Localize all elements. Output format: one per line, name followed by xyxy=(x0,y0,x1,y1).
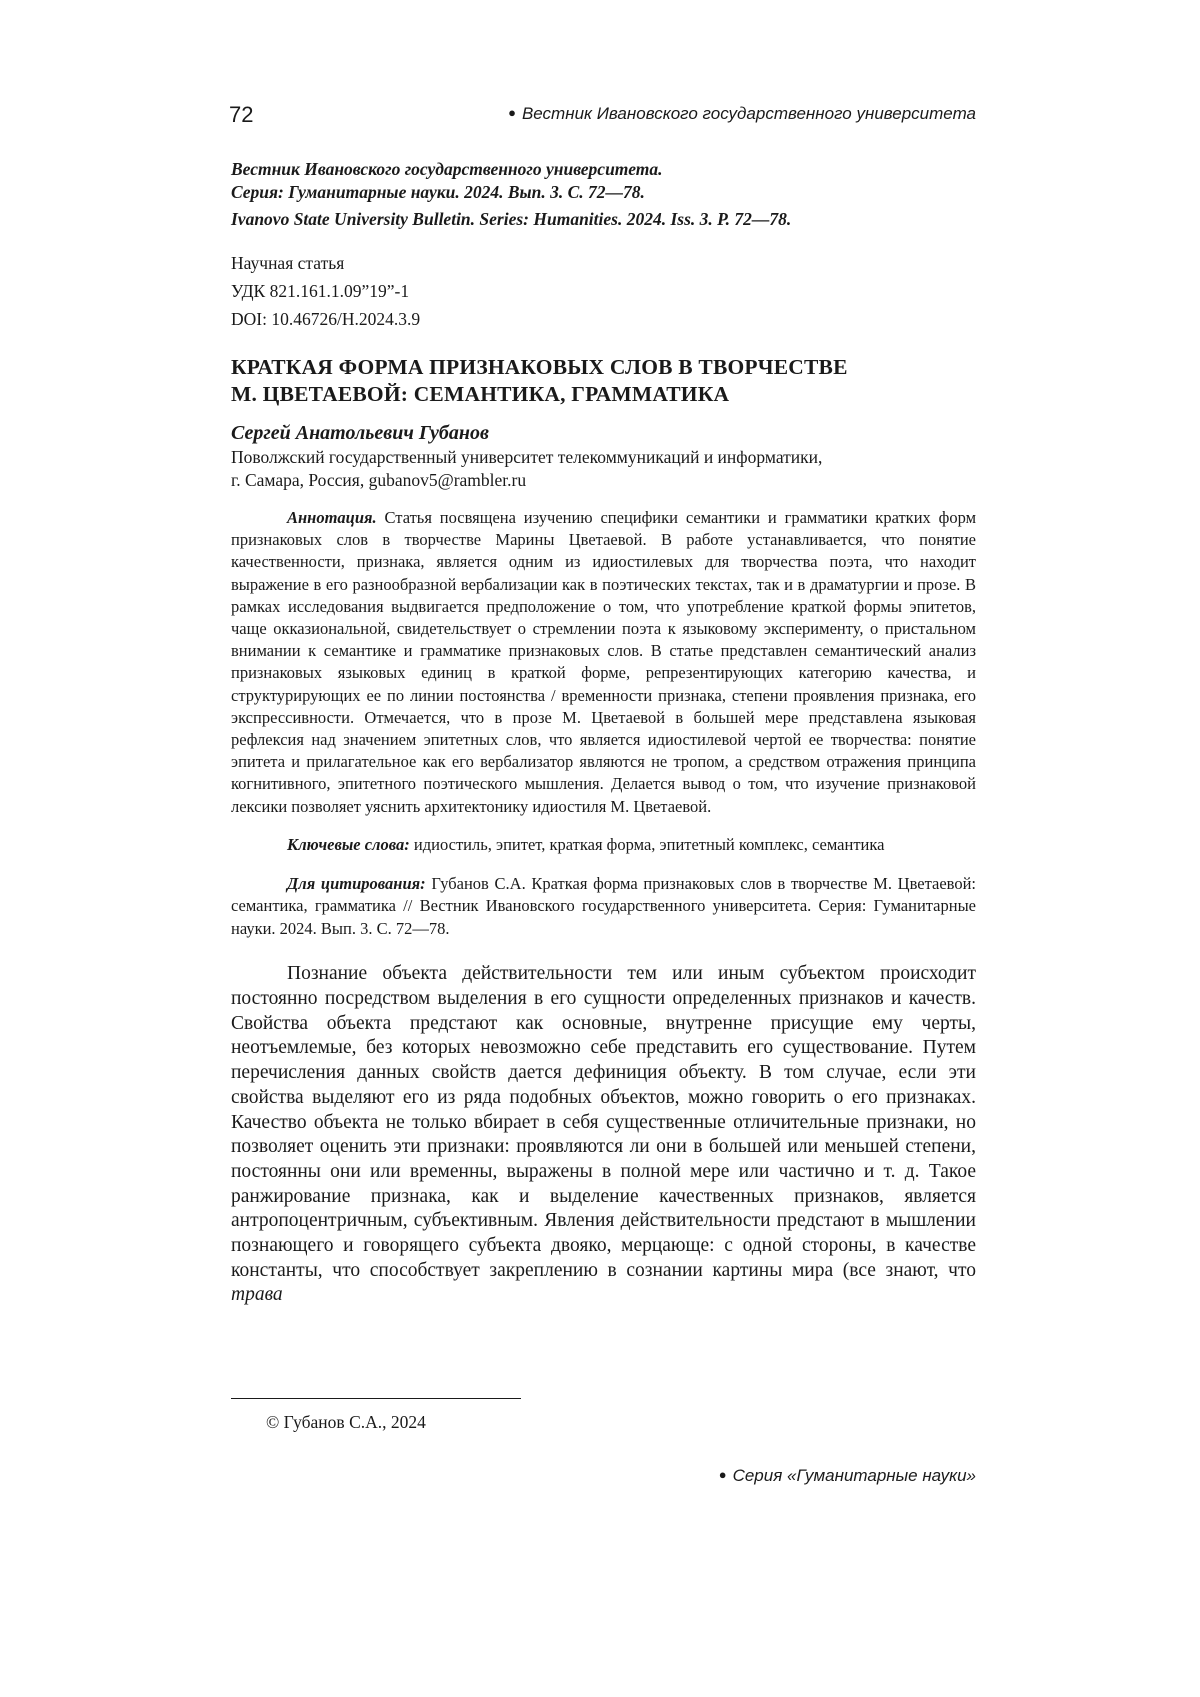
udc-code: УДК 821.161.1.09”19”-1 xyxy=(231,277,976,305)
page-header xyxy=(229,100,976,134)
body-paragraph xyxy=(231,962,976,1308)
abstract-label: Аннотация. xyxy=(287,508,377,527)
author-name: Сергей Анатольевич Губанов xyxy=(231,420,976,446)
footnote-divider xyxy=(231,1398,521,1399)
doi: DOI: 10.46726/H.2024.3.9 xyxy=(231,305,976,333)
bullet-icon: ● xyxy=(508,105,516,120)
bib-line-2: Серия: Гуманитарные науки. 2024. Вып. 3. С. 72—78. xyxy=(231,182,645,202)
page-number: 72 xyxy=(229,102,253,128)
bibliographic-reference-en: Ivanovo State University Bulletin. Series: Humanities. 2024. Iss. 3. P. 72—78. xyxy=(231,208,976,231)
bibliographic-reference-ru xyxy=(231,158,976,204)
abstract-text: Статья посвящена изучению специфики семантики и грамматики кратких форм признаковых слов в творчестве Марины Цветаевой. В работе устанавливается, что понятие качественности, признака, является одним из идиостилевых для творчества поэта, что находит выражение в его разнообразной вербализации как в поэтических текстах, так и в драматургии и прозе. В рамках исследования выдвигается предположение о том, что употребление краткой формы эпитетов, чаще окказиональной, свидетельствует о стремлении поэта к языковому эксперименту, о пристальном внимании к семантике и грамматике признаковых слов. В статье представлен семантический анализ признаковых языковых единиц в краткой форме, репрезентирующих категорию качества, и структурирующих ее по линии постоянства / временности признака, степени проявления признака, его экспрессивности. Отмечается, что в прозе М. Цветаевой в большей мере представлена языковая рефлексия над значением эпитетных слов, что является идиостилевой чертой ее творчества: понятие эпитета и прилагательное как его вербализатор являются не тропом, а средством отражения принципа когнитивного, эпитетного поэтического мышления. Делается вывод о том, что изучение признаковой лексики позволяет уяснить архитектонику идиостиля М. Цветаевой. xyxy=(231,508,976,816)
keywords xyxy=(231,834,976,856)
citation-label: Для цитирования: xyxy=(287,874,426,893)
page-footer xyxy=(719,1466,976,1486)
citation xyxy=(231,873,976,941)
affiliation-line-1: Поволжский государственный университет телекоммуникаций и информатики, xyxy=(231,447,822,467)
body-italic-word: трава xyxy=(231,1284,283,1305)
footer-series-text: Серия «Гуманитарные науки» xyxy=(733,1466,976,1485)
bib-line-1: Вестник Ивановского государственного университета. xyxy=(231,159,662,179)
citation-text: Губанов С.А. Краткая форма признаковых слов в творчестве М. Цветаевой: семантика, грамматика // Вестник Ивановского государственного университета. Серия: Гуманитарные науки. 2024. Вып. 3. С. 72—78. xyxy=(231,874,976,938)
title-line-2: М. ЦВЕТАЕВОЙ: СЕМАНТИКА, ГРАММАТИКА xyxy=(231,382,729,406)
abstract xyxy=(231,507,976,818)
running-title-text: Вестник Ивановского государственного университета xyxy=(522,104,976,123)
copyright-note: © Губанов С.А., 2024 xyxy=(266,1412,426,1433)
article-meta xyxy=(231,249,976,333)
affiliation-line-2: г. Самара, Россия, gubanov5@rambler.ru xyxy=(231,470,526,490)
article-type: Научная статья xyxy=(231,249,976,277)
running-title xyxy=(508,104,976,124)
author-affiliation xyxy=(231,446,976,492)
article-content xyxy=(231,158,976,1328)
bullet-icon: ● xyxy=(719,1467,727,1482)
body-paragraph-text: Познание объекта действительности тем или иным субъектом происходит постоянно посредством выделения в его сущности определенных признаков и качеств. Свойства объекта предстают как основные, внутренне присущие ему черты, неотъемлемые, без которых невозможно себе представить его существование. Путем перечисления данных свойств дается дефиниция объекту. В том случае, если эти свойства выделяют его из ряда подобных объектов, можно говорить о его признаках. Качество объекта не только вбирает в себя существенные отличительные признаки, но позволяет оценить эти признаки: проявляются ли они в большей или меньшей степени, постоянны они или временны, выражены в полной мере или частично и т. д. Такое ранжирование признака, как и выделение качественных признаков, является антропоцентричным, субъективным. Явления действительности предстают в мышлении познающего и говорящего субъекта двояко, мерцающе: с одной стороны, в качестве константы, что способствует закреплению в сознании картины мира (все знают, что xyxy=(231,963,976,1280)
keywords-label: Ключевые слова: xyxy=(287,835,410,854)
title-line-1: КРАТКАЯ ФОРМА ПРИЗНАКОВЫХ СЛОВ В ТВОРЧЕСТВЕ xyxy=(231,355,848,379)
article-title xyxy=(231,354,976,408)
keywords-text: идиостиль, эпитет, краткая форма, эпитетный комплекс, семантика xyxy=(414,835,885,854)
